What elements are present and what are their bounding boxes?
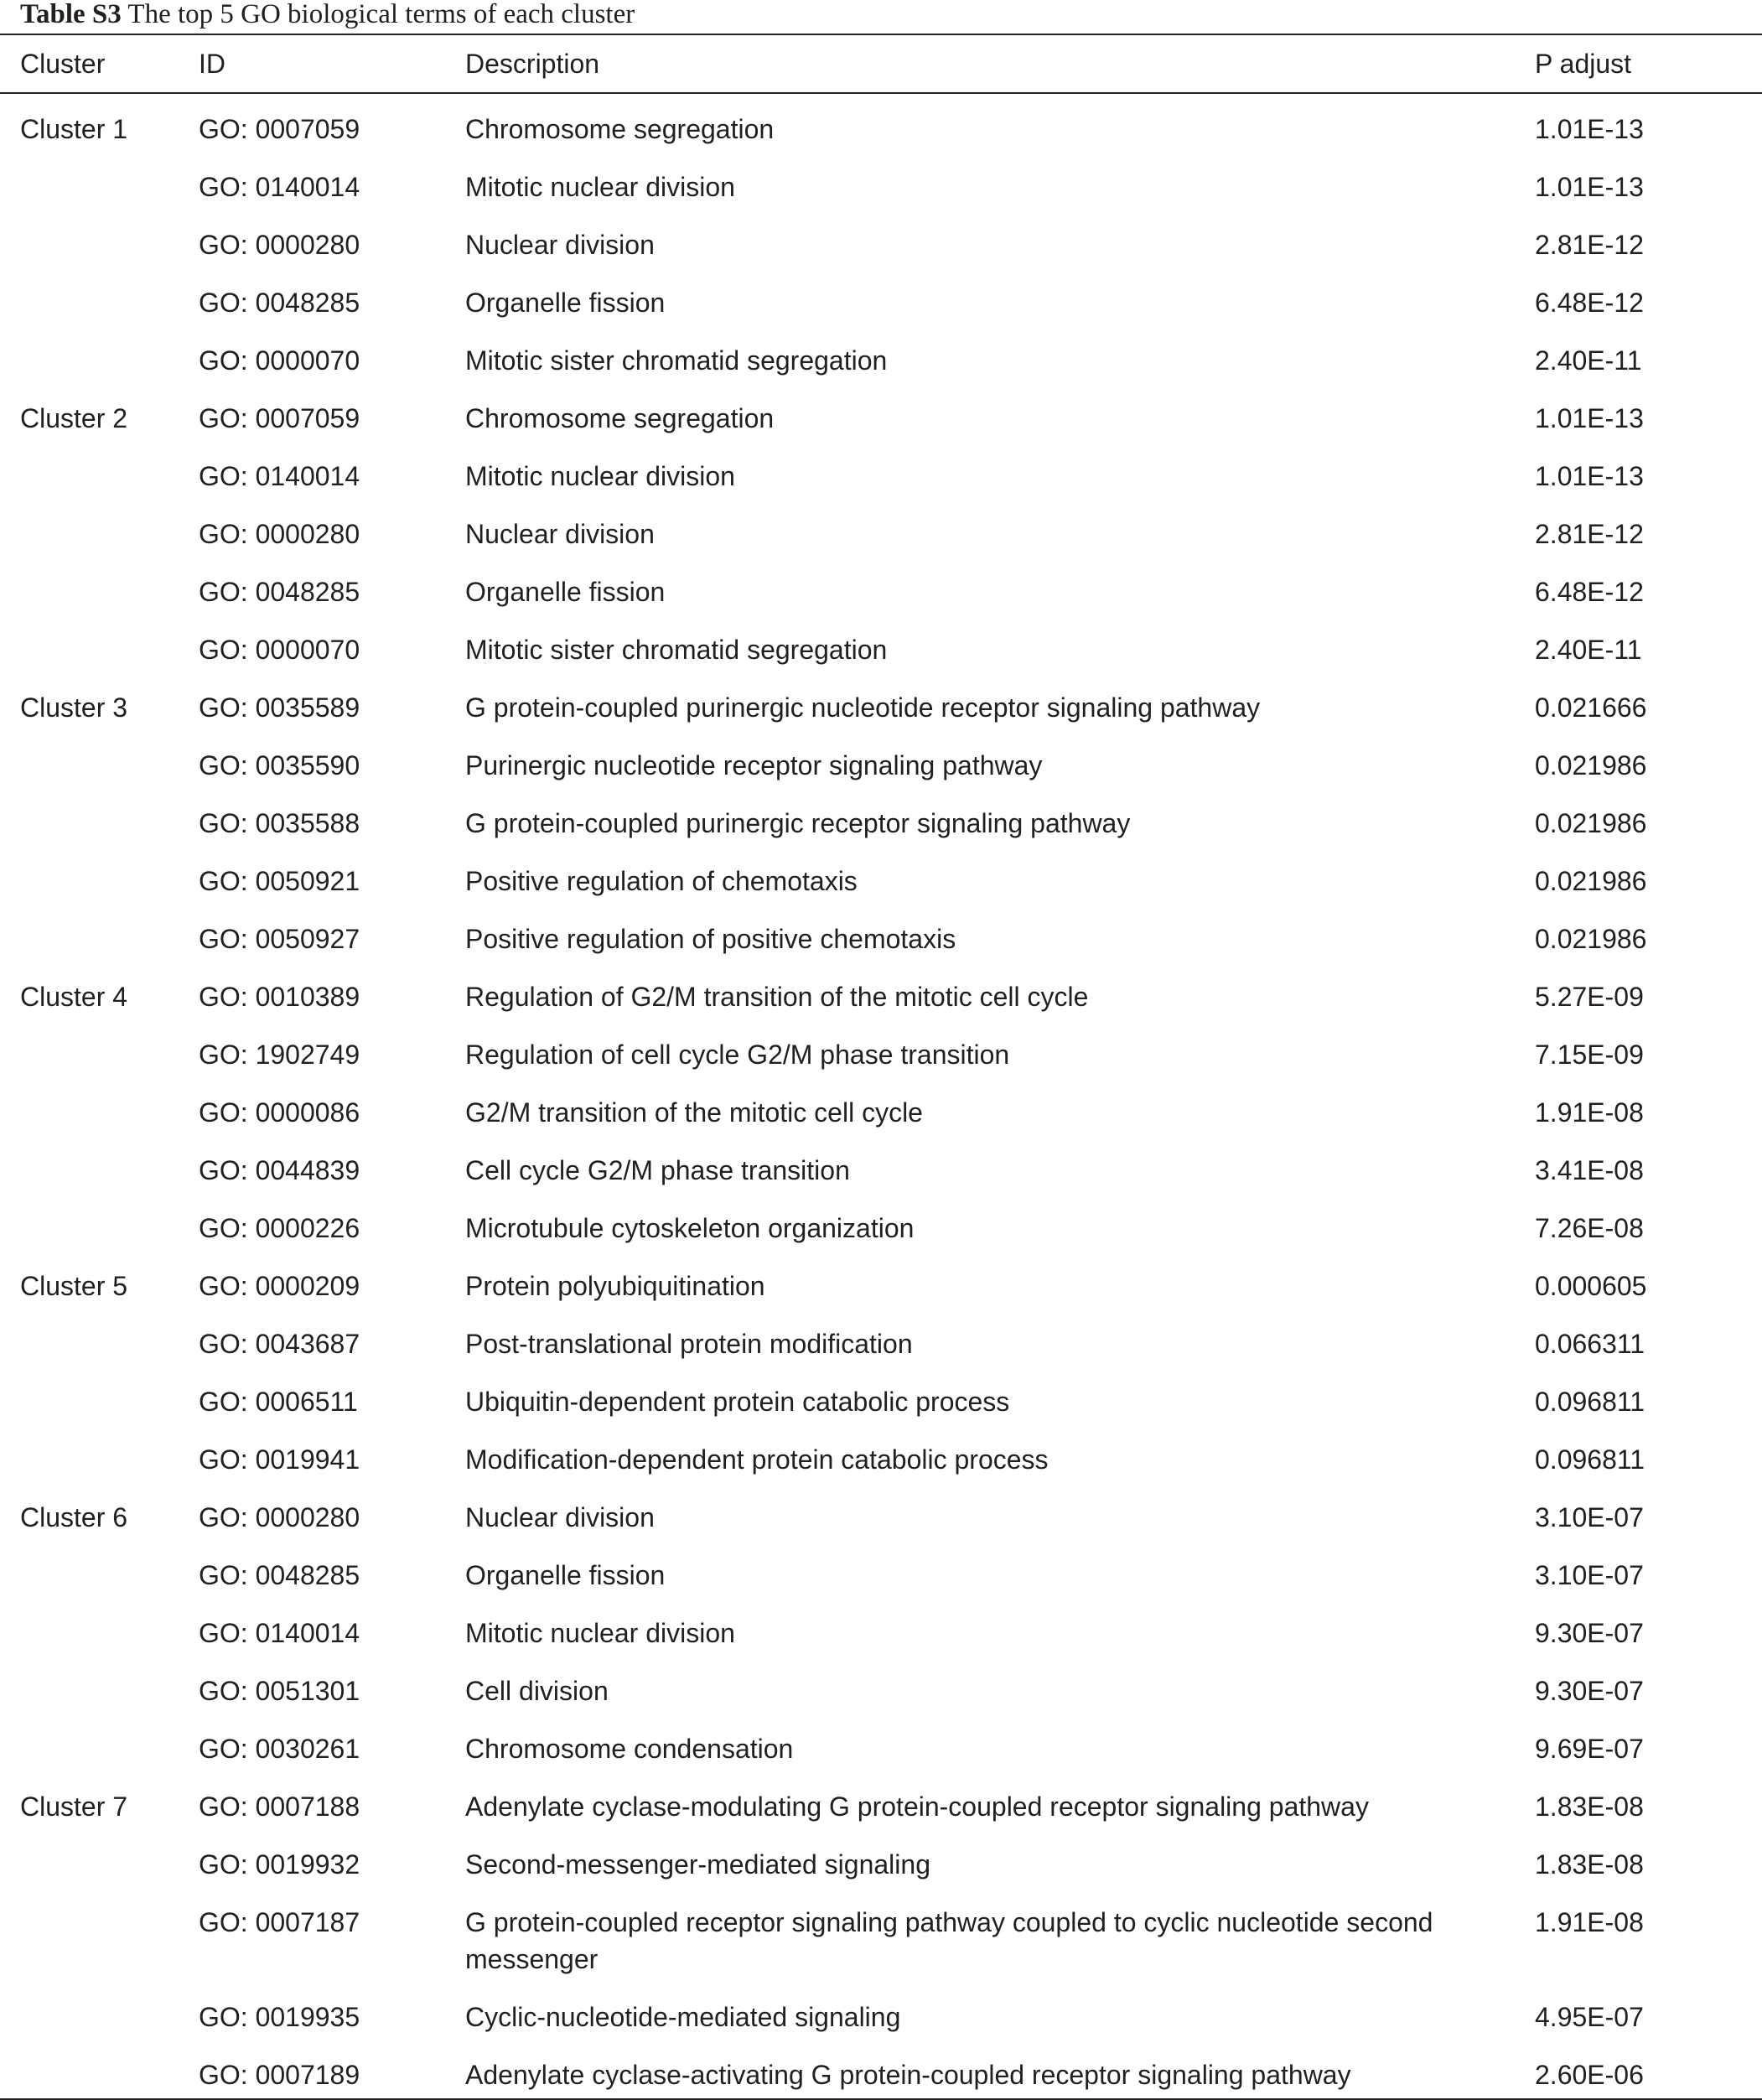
cell-p-adjust: 2.81E-12 [1535,519,1644,549]
cell-go-id: GO: 0050921 [199,866,360,896]
cell-p-adjust: 2.81E-12 [1535,230,1644,260]
table-caption [20,0,635,34]
go-terms-table [0,34,1762,2100]
cell-p-adjust: 1.01E-13 [1535,114,1644,144]
cell-cluster [0,274,199,332]
column-header-description: Description [465,48,600,79]
cell-cluster [0,1315,199,1373]
cell-go-id: GO: 0140014 [199,172,360,202]
cell-description: Adenylate cyclase-activating G protein-coupled receptor signaling pathway [465,2060,1351,2090]
cell-go-id: GO: 0007189 [199,2060,360,2090]
cell-p-adjust: 9.69E-07 [1535,1734,1644,1764]
cell-cluster [0,1836,199,1894]
cell-go-id: GO: 0000226 [199,1213,360,1243]
cell-go-id: GO: 0006511 [199,1387,358,1417]
cell-p-adjust: 4.95E-07 [1535,2002,1644,2032]
cell-cluster: Cluster 1 [20,114,128,144]
cell-go-id: GO: 0007188 [199,1791,360,1822]
cell-p-adjust: 1.83E-08 [1535,1791,1644,1822]
table-row [0,1662,1762,1720]
cell-cluster [0,563,199,621]
cell-cluster: Cluster 3 [20,692,128,723]
column-header-p-adjust: P adjust [1535,48,1632,79]
cell-p-adjust: 6.48E-12 [1535,577,1644,607]
table-row [0,93,1762,158]
cell-cluster [0,1431,199,1489]
cell-go-id: GO: 0035589 [199,692,360,723]
table-row [0,1257,1762,1315]
table-row [0,1373,1762,1431]
cell-description: Ubiquitin-dependent protein catabolic process [465,1387,1010,1417]
cell-p-adjust: 0.000605 [1535,1271,1647,1301]
cell-cluster [0,1373,199,1431]
cell-go-id: GO: 0019935 [199,2002,360,2032]
table-row [0,795,1762,853]
cell-p-adjust: 3.41E-08 [1535,1155,1644,1185]
cell-cluster [0,1142,199,1200]
cell-cluster: Cluster 5 [20,1271,128,1301]
cell-description: Chromosome condensation [465,1734,794,1764]
cell-cluster [0,1547,199,1605]
table-row [0,1894,1762,1989]
cell-p-adjust: 1.01E-13 [1535,461,1644,491]
table-row [0,1778,1762,1836]
table-row [0,621,1762,679]
cell-cluster [0,910,199,968]
cell-cluster [0,1662,199,1720]
cell-go-id: GO: 0140014 [199,1618,360,1648]
cell-go-id: GO: 0043687 [199,1329,360,1359]
cell-go-id: GO: 0140014 [199,461,360,491]
cell-description: Microtubule cytoskeleton organization [465,1213,915,1243]
cell-cluster [0,1605,199,1662]
cell-p-adjust: 5.27E-09 [1535,982,1644,1012]
cell-description: Mitotic sister chromatid segregation [465,345,888,376]
cell-description: Cell cycle G2/M phase transition [465,1155,850,1185]
cell-p-adjust: 7.15E-09 [1535,1040,1644,1070]
cell-description: Mitotic nuclear division [465,1618,735,1648]
cell-p-adjust: 0.021986 [1535,750,1647,780]
cell-p-adjust: 0.096811 [1535,1444,1645,1475]
cell-description: Nuclear division [465,1502,655,1532]
cell-go-id: GO: 0000070 [199,635,360,665]
cell-cluster: Cluster 4 [20,982,128,1012]
cell-description: Cell division [465,1676,609,1706]
table-row [0,1315,1762,1373]
cell-description: Chromosome segregation [465,114,775,144]
table-row [0,1431,1762,1489]
cell-cluster [0,853,199,910]
cell-cluster [0,1026,199,1084]
table-caption-text: The top 5 GO biological terms of each cluster [121,0,635,29]
cell-description: G protein-coupled purinergic receptor signaling pathway [465,808,1131,838]
table-row [0,910,1762,968]
cell-p-adjust: 3.10E-07 [1535,1502,1644,1532]
table-row [0,216,1762,274]
table-row [0,1989,1762,2046]
table-row [0,1142,1762,1200]
cell-description: Nuclear division [465,230,655,260]
cell-description: Chromosome segregation [465,403,775,433]
cell-description: Modification-dependent protein catabolic process [465,1444,1049,1475]
table-row [0,332,1762,390]
cell-cluster [0,1720,199,1778]
cell-description: Adenylate cyclase-modulating G protein-coupled receptor signaling pathway [465,1791,1369,1822]
cell-p-adjust: 9.30E-07 [1535,1676,1644,1706]
cell-cluster [0,737,199,795]
cell-cluster [0,448,199,506]
cell-description: Regulation of G2/M transition of the mitotic cell cycle [465,982,1089,1012]
cell-go-id: GO: 0000086 [199,1097,360,1128]
cell-go-id: GO: 0010389 [199,982,360,1012]
go-terms-table-container [0,34,1762,2100]
table-header [0,34,1762,93]
cell-description: G2/M transition of the mitotic cell cycle [465,1097,923,1128]
table-row [0,506,1762,563]
cell-cluster [0,216,199,274]
cell-cluster [0,332,199,390]
cell-description: G protein-coupled receptor signaling pathway coupled to cyclic nucleotide second messenger [465,1907,1433,1974]
column-header-cluster: Cluster [20,48,106,79]
table-row [0,158,1762,216]
table-row [0,1084,1762,1142]
cell-description: Mitotic sister chromatid segregation [465,635,888,665]
cell-go-id: GO: 0000280 [199,519,360,549]
cell-p-adjust: 1.91E-08 [1535,1097,1644,1128]
table-body [0,93,1762,2099]
cell-description: Regulation of cell cycle G2/M phase transition [465,1040,1010,1070]
cell-go-id: GO: 0019932 [199,1849,360,1880]
cell-description: Positive regulation of positive chemotaxis [465,924,956,954]
table-row [0,390,1762,448]
cell-cluster [0,1894,199,1989]
cell-p-adjust: 7.26E-08 [1535,1213,1644,1243]
table-row [0,1836,1762,1894]
cell-go-id: GO: 0050927 [199,924,360,954]
cell-description: Organelle fission [465,577,666,607]
cell-go-id: GO: 0007059 [199,114,360,144]
cell-description: Nuclear division [465,519,655,549]
table-row [0,274,1762,332]
cell-p-adjust: 2.40E-11 [1535,635,1642,665]
cell-go-id: GO: 0019941 [199,1444,360,1475]
cell-description: Organelle fission [465,288,666,318]
cell-go-id: GO: 0000209 [199,1271,360,1301]
table-row [0,968,1762,1026]
table-row [0,679,1762,737]
table-header-row [0,34,1762,93]
table-row [0,563,1762,621]
cell-description: Cyclic-nucleotide-mediated signaling [465,2002,901,2032]
cell-go-id: GO: 1902749 [199,1040,360,1070]
table-row [0,1605,1762,1662]
cell-p-adjust: 1.01E-13 [1535,172,1644,202]
cell-go-id: GO: 0048285 [199,288,360,318]
cell-p-adjust: 9.30E-07 [1535,1618,1644,1648]
cell-p-adjust: 0.021986 [1535,808,1647,838]
cell-description: Mitotic nuclear division [465,461,735,491]
table-row [0,1200,1762,1257]
cell-cluster [0,1084,199,1142]
cell-go-id: GO: 0000280 [199,1502,360,1532]
cell-cluster: Cluster 6 [20,1502,128,1532]
cell-cluster: Cluster 2 [20,403,128,433]
cell-p-adjust: 0.021986 [1535,866,1647,896]
table-row [0,1720,1762,1778]
cell-p-adjust: 0.066311 [1535,1329,1645,1359]
table-row [0,1026,1762,1084]
cell-description: Protein polyubiquitination [465,1271,765,1301]
table-row [0,2046,1762,2099]
cell-description: G protein-coupled purinergic nucleotide receptor signaling pathway [465,692,1261,723]
column-header-id: ID [199,48,225,79]
cell-cluster [0,795,199,853]
cell-p-adjust: 1.83E-08 [1535,1849,1644,1880]
cell-cluster [0,2046,199,2099]
table-row [0,737,1762,795]
cell-p-adjust: 3.10E-07 [1535,1560,1644,1590]
cell-p-adjust: 1.91E-08 [1535,1907,1644,1937]
cell-cluster [0,506,199,563]
cell-description: Post-translational protein modification [465,1329,913,1359]
cell-go-id: GO: 0007059 [199,403,360,433]
table-row [0,448,1762,506]
cell-go-id: GO: 0048285 [199,577,360,607]
cell-p-adjust: 2.40E-11 [1535,345,1642,376]
table-row [0,1547,1762,1605]
cell-p-adjust: 6.48E-12 [1535,288,1644,318]
cell-go-id: GO: 0051301 [199,1676,360,1706]
table-row [0,853,1762,910]
cell-go-id: GO: 0035588 [199,808,360,838]
table-row [0,1489,1762,1547]
cell-p-adjust: 2.60E-06 [1535,2060,1644,2090]
cell-go-id: GO: 0044839 [199,1155,360,1185]
cell-cluster [0,1989,199,2046]
cell-description: Mitotic nuclear division [465,172,735,202]
cell-description: Purinergic nucleotide receptor signaling pathway [465,750,1043,780]
cell-go-id: GO: 0030261 [199,1734,360,1764]
cell-cluster [0,621,199,679]
cell-go-id: GO: 0035590 [199,750,360,780]
cell-cluster: Cluster 7 [20,1791,128,1822]
cell-description: Positive regulation of chemotaxis [465,866,858,896]
cell-p-adjust: 0.021986 [1535,924,1647,954]
cell-description: Second-messenger-mediated signaling [465,1849,930,1880]
cell-p-adjust: 0.021666 [1535,692,1647,723]
cell-go-id: GO: 0048285 [199,1560,360,1590]
table-caption-label: Table S3 [20,0,122,29]
cell-p-adjust: 0.096811 [1535,1387,1645,1417]
cell-cluster [0,1200,199,1257]
cell-cluster [0,158,199,216]
cell-go-id: GO: 0000070 [199,345,360,376]
cell-description: Organelle fission [465,1560,666,1590]
cell-p-adjust: 1.01E-13 [1535,403,1644,433]
cell-go-id: GO: 0007187 [199,1907,360,1937]
cell-go-id: GO: 0000280 [199,230,360,260]
